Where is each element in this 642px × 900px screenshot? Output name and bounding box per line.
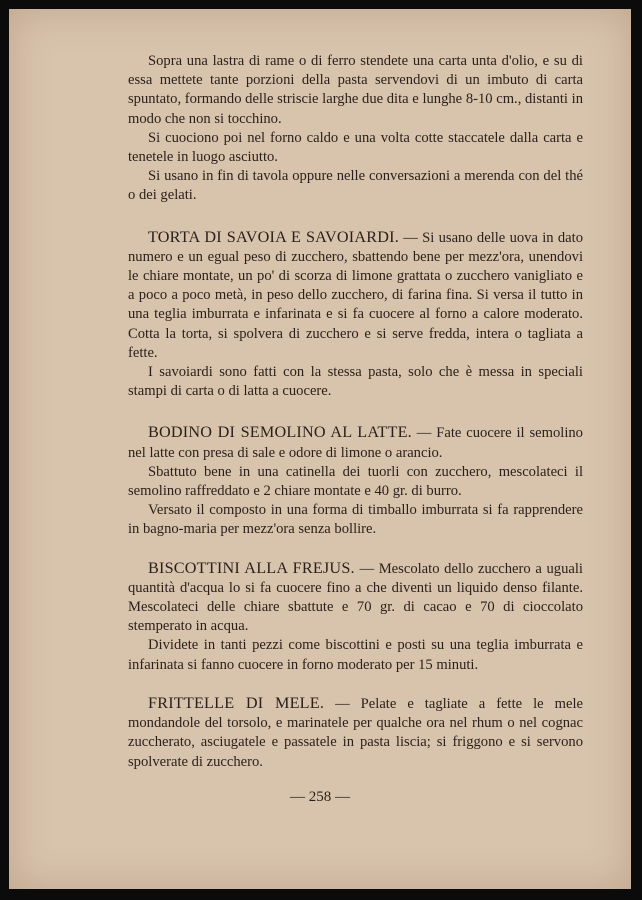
recipe-biscottini-alla-frejus (128, 559, 583, 637)
intro-paragraph-3: Si usano in fin di tavola oppure nelle conversazioni a merenda con del thé o dei gelati. (128, 168, 583, 204)
recipe-lead: — Si usano delle uova in dato numero e un egual peso di zucchero, sbattendo bene per mezz'ora, unendovi le chiare montate, un po' di scorza di limone grattata o zucchero vanigliato e a poco a poco metà, in peso dello zucchero, di farina fina. Si versa il tutto in una teglia imburrata e infarinata e si fa cuocere al forno a calore moderato. Cotta la torta, si spolvera di zucchero e si serve fredda, intera o tagliata a fette. (128, 229, 583, 361)
recipe-frittelle-di-mele (128, 694, 583, 772)
recipe-lead: — Fate cuocere il semolino nel latte con presa di sale e odore di limone o arancio. (128, 425, 583, 461)
recipe-paragraph: Dividete in tanti pezzi come biscottini e posti su una teglia imburrata e infarinata si fanno cuocere in forno moderato per 15 minuti. (128, 637, 583, 673)
recipe-paragraph: I savoiardi sono fatti con la stessa pasta, solo che è messa in speciali stampi di carta o di latta a cuocere. (128, 364, 583, 400)
recipe-paragraph: Versato il composto in una forma di timballo imburrata si fa rapprendere in bagno-maria per mezz'ora senza bollire. (128, 502, 583, 538)
recipe-paragraph: Sbattuto bene in una catinella dei tuorli con zucchero, mescolateci il semolino raffreddato e 2 chiare montate e 40 gr. di burro. (128, 463, 583, 500)
recipe-title: BODINO DI SEMOLINO AL LATTE. (148, 423, 412, 442)
recipe-title: TORTA DI SAVOIA E SAVOIARDI. (148, 227, 399, 246)
recipe-lead: — Pelate e tagliate a fette le mele mondandole del torsolo, e marinatele per qualche ora nel rhum o nel cognac zuccherato, asciugatele e passatele in pasta liscia; si friggono e si servono spolverate di zucchero. (128, 695, 583, 770)
intro-paragraph-1: Sopra una lastra di rame o di ferro stendete una carta unta d'olio, e su di essa mettete tante porzioni della pasta servendovi di un imbuto di carta spuntato, formando delle striscie larghe due dita e lunghe 8-10 cm., distanti in modo che non si tocchino. (128, 53, 583, 127)
recipe-torta-di-savoia (128, 228, 583, 363)
recipe-title: BISCOTTINI ALLA FREJUS. (148, 558, 355, 577)
page-number: — 258 — (290, 789, 350, 805)
recipe-text-block (128, 52, 583, 772)
intro-paragraph-2: Si cuociono poi nel forno caldo e una volta cotte staccatele dalla carta e tenetele in luogo asciutto. (128, 129, 583, 166)
recipe-lead: — Mescolato dello zucchero a uguali quantità d'acqua lo si fa cuocere fino a che diventi un liquido denso filante. Mescolateci delle chiare sbattute e 70 gr. di cacao e 70 di cioccolato stemperato in acqua. (128, 560, 583, 635)
recipe-bodino-di-semolino (128, 423, 583, 462)
recipe-title: FRITTELLE DI MELE. (148, 693, 325, 712)
